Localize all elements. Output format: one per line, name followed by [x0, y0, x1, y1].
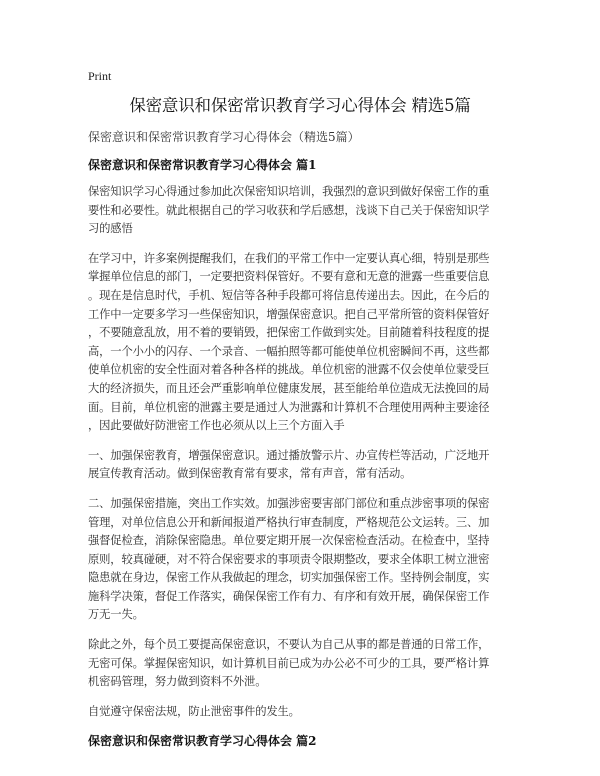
document-body — [88, 128, 512, 759]
paragraph: 在学习中，许多案例提醒我们，在我们的平常工作中一定要认真心细，特别是那些 掌握单位信息的部门，一定要把资料保管好。不要有意和无意的泄露一些重要信息 。现在是信息时代，手机、短信等各种手段都可将信息传递出去。因此，在今后的 工作中一定要多学习一些保密知识，增强保密意识。把自己平常所管的资料保管好 ，不要随意乱放，用不着的要销毁，把保密工作做到实处。目前随着科技程度的提 高，一个小小的闪存、一个录音、一幅拍照等都可能使单位机密瞬间不再，这些都 使单位机密的安全性面对着各种各样的挑战。单位机密的泄露不仅会使单位蒙受巨 大的经济损失，而且还会严重影响单位健康发展，甚至能给单位造成无法挽回的局 面。目前，单位机密的泄露主要是通过人为泄露和计算机不合理使用两种主要途径 ，因此要做好防泄密工作也必须从以上三个方面入手 — [88, 251, 490, 433]
paragraph: 二、加强保密措施，突出工作实效。加强涉密要害部门部位和重点涉密事项的保密 管理，对单位信息公开和新闻报道严格执行审查制度，严格规范公文运转。三、加 强督促检查，消除保密隐患。单位要定期开展一次保密检查活动。在检查中，坚持 原则，较真碰硬，对不符合保密要求的事项责令限期整改，要求全体职工树立泄密 隐患就在身边，保密工作从我做起的理念，切实加强保密工作。坚持例会制度，实 施科学决策，督促工作落实，确保保密工作有力、有序和有效开展，确保保密工作 万无一失。 — [88, 496, 490, 622]
document-title: 保密意识和保密常识教育学习心得体会 精选5篇 — [129, 96, 471, 115]
paragraph: 保密知识学习心得通过参加此次保密知识培训，我强烈的意识到做好保密工作的重 要性和必要性。就此根据自己的学习收获和学后感想，浅谈下自己关于保密知识学 习的感悟 — [88, 185, 490, 236]
paragraph: 除此之外，每个员工要提高保密意识，不要认为自己从事的都是普通的日常工作， 无密可保。掌握保密知识，如计算机目前已成为办公必不可少的工具，要严格计算 机密码管理，努力做到资料不外泄。 — [88, 638, 490, 689]
print-link[interactable]: Print — [88, 69, 112, 83]
paragraph: 自觉遵守保密法规，防止泄密事件的发生。 — [88, 704, 300, 718]
document-subtitle: 保密意识和保密常识教育学习心得体会（精选5篇） — [88, 130, 360, 144]
section-heading-1: 保密意识和保密常识教育学习心得体会 篇1 — [88, 158, 317, 172]
paragraph: 一、加强保密教育，增强保密意识。通过播放警示片、办宣传栏等活动，广泛地开 展宣传教育活动。做到保密教育常有要求，常有声音，常有活动。 — [88, 448, 490, 481]
section-heading-2: 保密意识和保密常识教育学习心得体会 篇2 — [88, 734, 317, 749]
